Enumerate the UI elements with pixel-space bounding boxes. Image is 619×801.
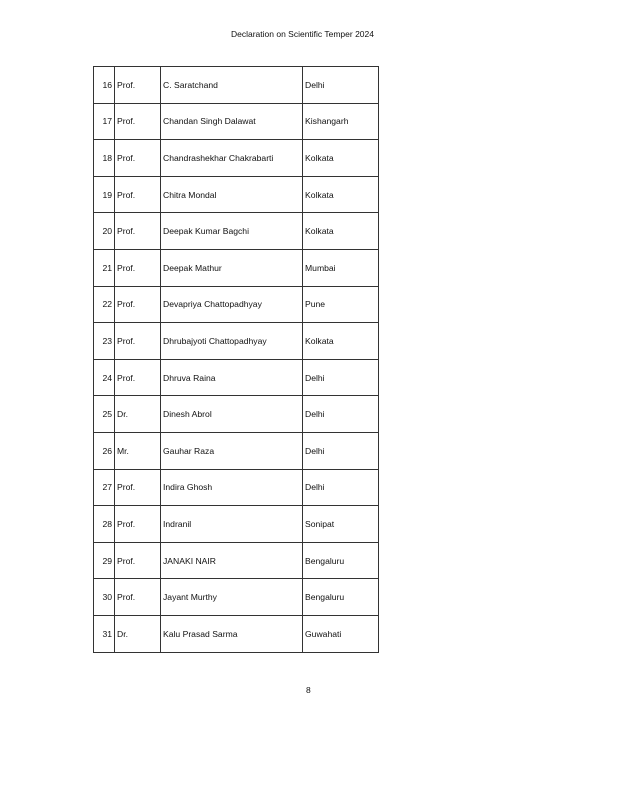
- cell-place: Kolkata: [303, 323, 379, 360]
- cell-name: Gauhar Raza: [161, 432, 303, 469]
- cell-title: Prof.: [115, 506, 161, 543]
- cell-place: Kolkata: [303, 140, 379, 177]
- cell-name: Jayant Murthy: [161, 579, 303, 616]
- cell-number: 28: [94, 506, 115, 543]
- cell-title: Prof.: [115, 542, 161, 579]
- cell-title: Dr.: [115, 396, 161, 433]
- table-row: [94, 176, 379, 213]
- table-row: [94, 542, 379, 579]
- cell-number: 26: [94, 432, 115, 469]
- cell-number: 29: [94, 542, 115, 579]
- cell-name: Deepak Kumar Bagchi: [161, 213, 303, 250]
- cell-name: Indira Ghosh: [161, 469, 303, 506]
- cell-number: 17: [94, 103, 115, 140]
- page-number: 8: [306, 685, 311, 695]
- cell-title: Prof.: [115, 249, 161, 286]
- cell-title: Prof.: [115, 213, 161, 250]
- cell-number: 19: [94, 176, 115, 213]
- cell-place: Kolkata: [303, 176, 379, 213]
- table-row: [94, 140, 379, 177]
- table-row: [94, 432, 379, 469]
- cell-place: Delhi: [303, 67, 379, 104]
- cell-place: Delhi: [303, 469, 379, 506]
- table-row: [94, 103, 379, 140]
- cell-number: 22: [94, 286, 115, 323]
- cell-number: 27: [94, 469, 115, 506]
- table-row: [94, 249, 379, 286]
- cell-place: Delhi: [303, 396, 379, 433]
- cell-title: Prof.: [115, 579, 161, 616]
- cell-name: JANAKI NAIR: [161, 542, 303, 579]
- table-row: [94, 469, 379, 506]
- table-row: [94, 579, 379, 616]
- table-row: [94, 213, 379, 250]
- cell-place: Pune: [303, 286, 379, 323]
- cell-title: Dr.: [115, 615, 161, 652]
- table-row: [94, 506, 379, 543]
- table-row: [94, 615, 379, 652]
- table-row: [94, 67, 379, 104]
- cell-title: Mr.: [115, 432, 161, 469]
- page-header: Declaration on Scientific Temper 2024: [230, 29, 374, 39]
- cell-number: 31: [94, 615, 115, 652]
- cell-place: Delhi: [303, 432, 379, 469]
- cell-place: Bengaluru: [303, 542, 379, 579]
- cell-name: Dhrubajyoti Chattopadhyay: [161, 323, 303, 360]
- cell-number: 21: [94, 249, 115, 286]
- cell-title: Prof.: [115, 176, 161, 213]
- table-row: [94, 359, 379, 396]
- cell-name: Dhruva Raina: [161, 359, 303, 396]
- cell-name: Dinesh Abrol: [161, 396, 303, 433]
- signatories-table-body: [94, 67, 379, 653]
- cell-place: Bengaluru: [303, 579, 379, 616]
- cell-title: Prof.: [115, 286, 161, 323]
- cell-name: Devapriya Chattopadhyay: [161, 286, 303, 323]
- cell-number: 18: [94, 140, 115, 177]
- table-row: [94, 396, 379, 433]
- cell-number: 30: [94, 579, 115, 616]
- cell-number: 16: [94, 67, 115, 104]
- cell-place: Delhi: [303, 359, 379, 396]
- cell-number: 23: [94, 323, 115, 360]
- signatories-table: [93, 66, 379, 653]
- cell-title: Prof.: [115, 359, 161, 396]
- table-row: [94, 286, 379, 323]
- cell-title: Prof.: [115, 103, 161, 140]
- cell-place: Mumbai: [303, 249, 379, 286]
- cell-place: Sonipat: [303, 506, 379, 543]
- cell-place: Kolkata: [303, 213, 379, 250]
- cell-name: C. Saratchand: [161, 67, 303, 104]
- cell-name: Chitra Mondal: [161, 176, 303, 213]
- cell-number: 25: [94, 396, 115, 433]
- cell-number: 24: [94, 359, 115, 396]
- cell-name: Indranil: [161, 506, 303, 543]
- cell-name: Chandan Singh Dalawat: [161, 103, 303, 140]
- cell-name: Deepak Mathur: [161, 249, 303, 286]
- cell-title: Prof.: [115, 323, 161, 360]
- cell-title: Prof.: [115, 67, 161, 104]
- cell-title: Prof.: [115, 469, 161, 506]
- cell-number: 20: [94, 213, 115, 250]
- cell-name: Kalu Prasad Sarma: [161, 615, 303, 652]
- cell-name: Chandrashekhar Chakrabarti: [161, 140, 303, 177]
- cell-place: Kishangarh: [303, 103, 379, 140]
- cell-place: Guwahati: [303, 615, 379, 652]
- table-row: [94, 323, 379, 360]
- cell-title: Prof.: [115, 140, 161, 177]
